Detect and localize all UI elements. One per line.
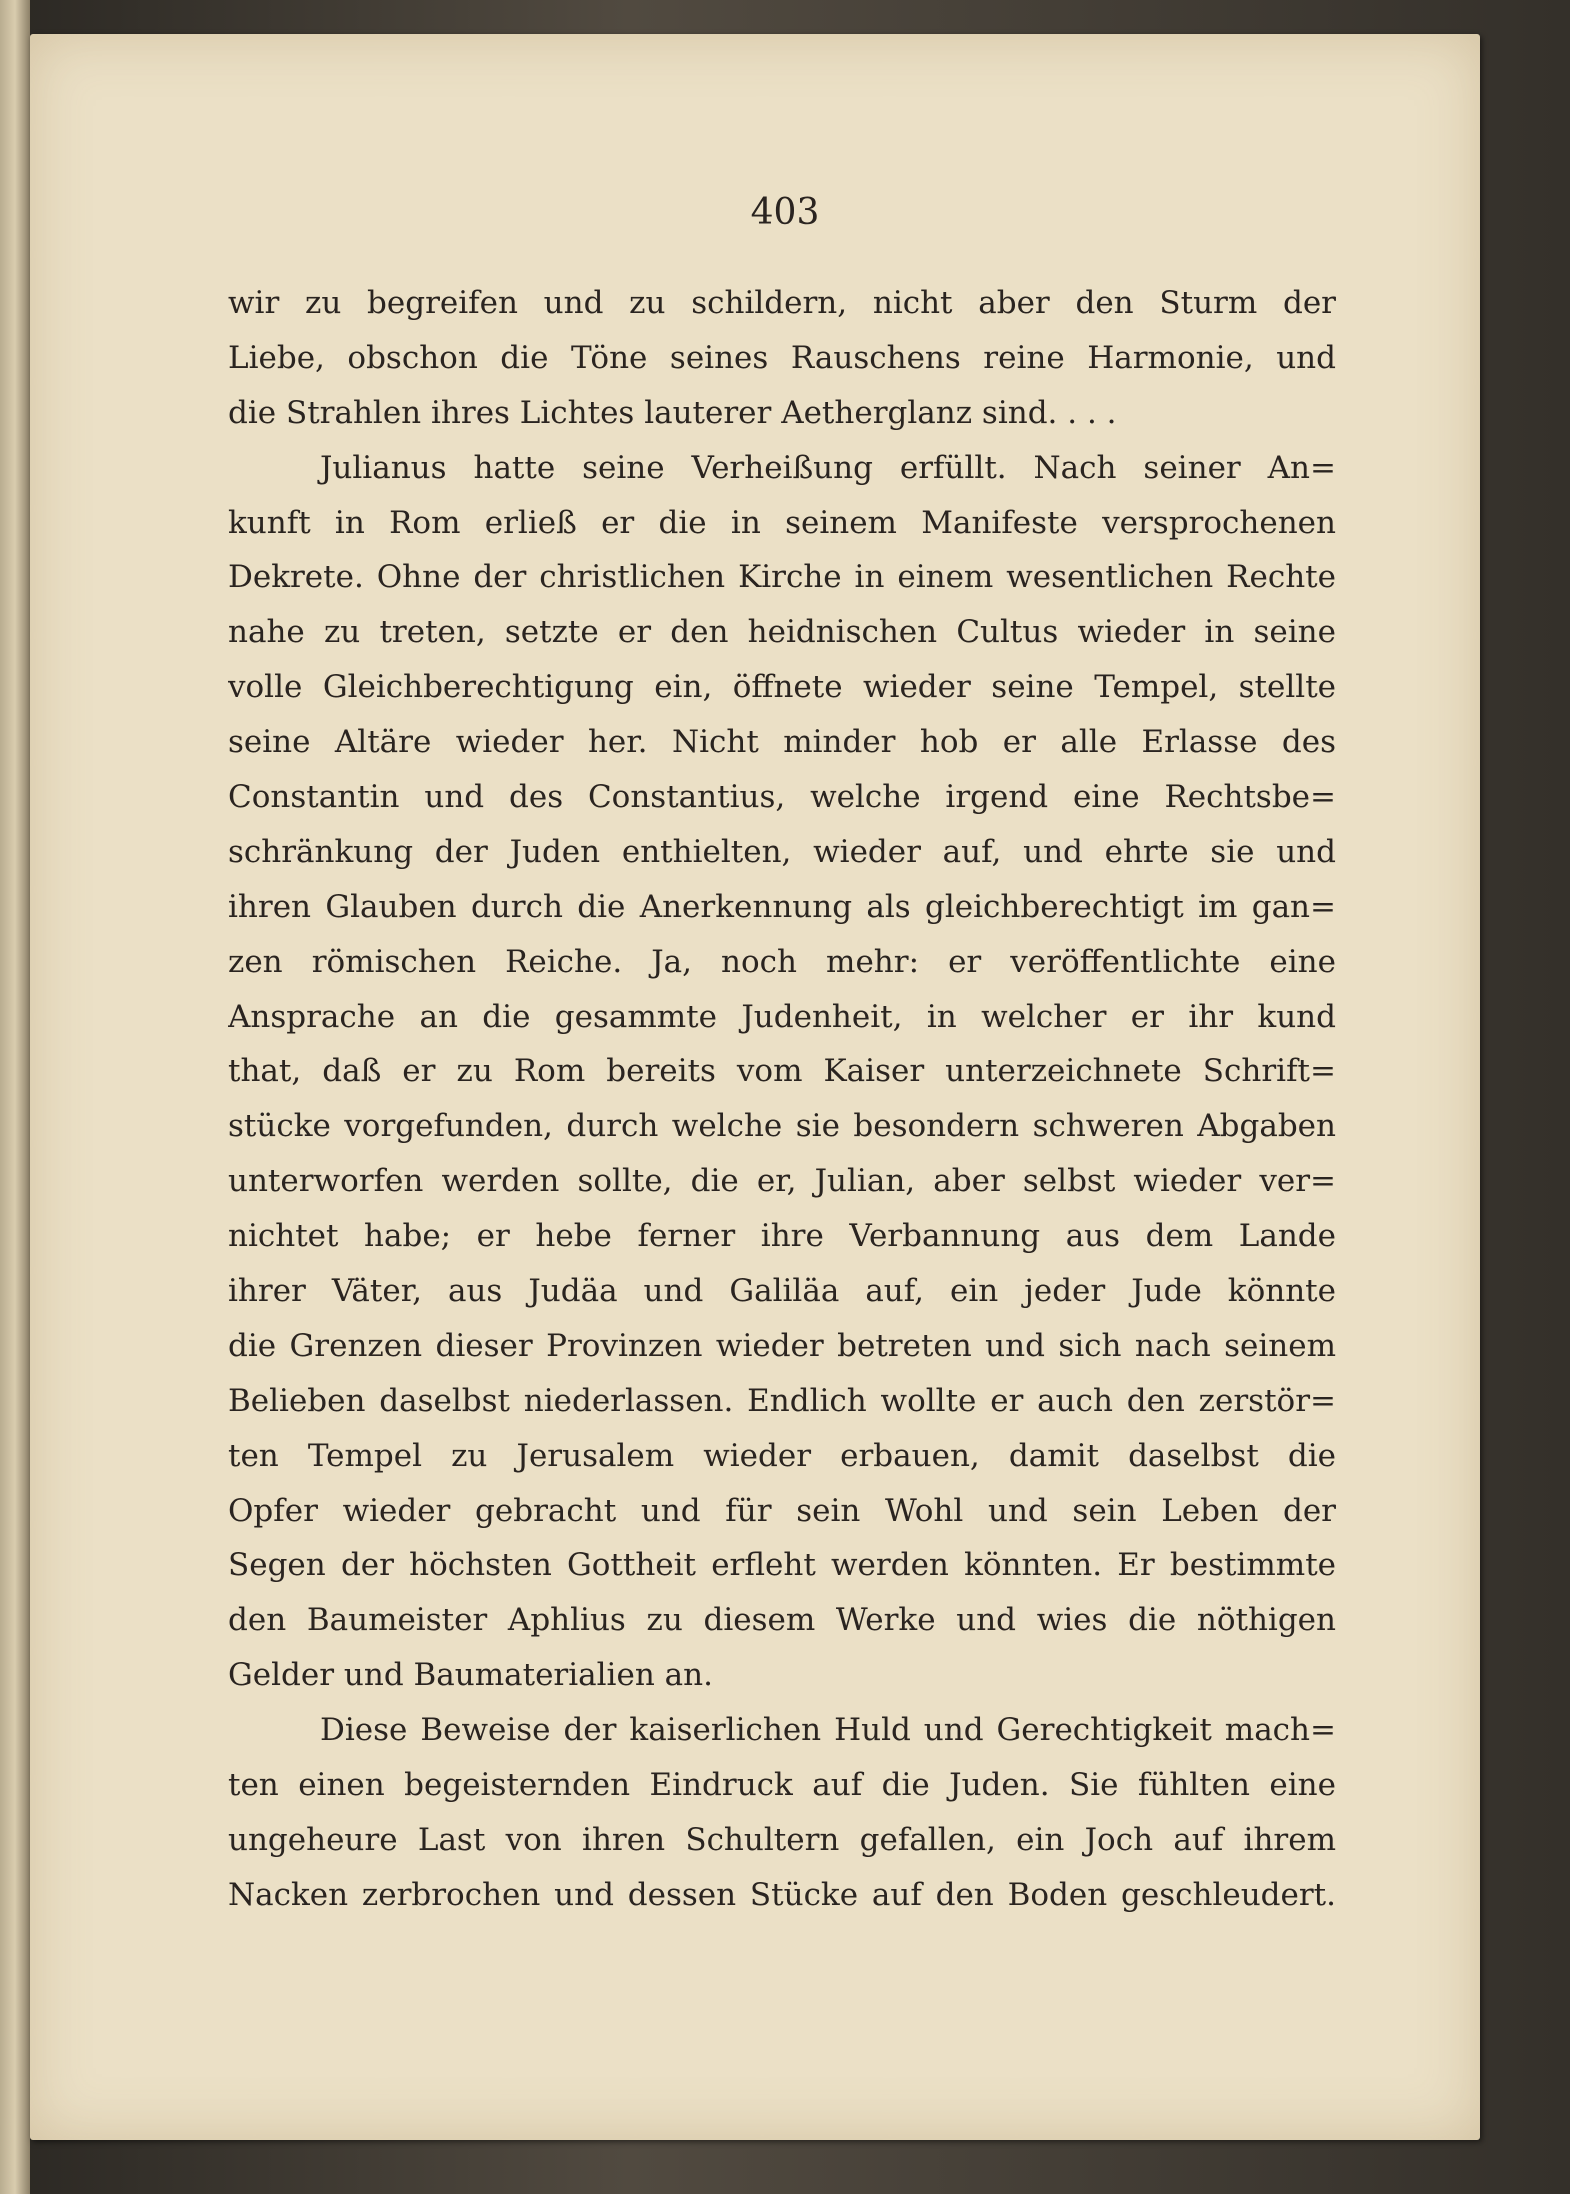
text-line: schränkung der Juden enthielten, wieder auf, und ehrte sie und: [228, 833, 1336, 870]
text-line: seine Altäre wieder her. Nicht minder hob er alle Erlasse des: [228, 724, 1336, 761]
text-line: ten Tempel zu Jerusalem wieder erbauen, damit daselbst die: [228, 1437, 1336, 1474]
text-line: kunft in Rom erließ er die in seinem Manifeste versprochenen: [228, 504, 1336, 541]
text-line: unterworfen werden sollte, die er, Julian, aber selbst wieder ver=: [228, 1163, 1336, 1200]
text-line: ihrer Väter, aus Judäa und Galiläa auf, ein jeder Jude könnte: [228, 1273, 1336, 1310]
text-line: die Grenzen dieser Provinzen wieder betreten und sich nach seinem: [228, 1327, 1336, 1364]
text-line: ten einen begeisternden Eindruck auf die Juden. Sie fühlten eine: [228, 1767, 1336, 1804]
text-line: that, daß er zu Rom bereits vom Kaiser unterzeichnete Schrift=: [228, 1053, 1336, 1090]
text-line: Julianus hatte seine Verheißung erfüllt. Nach seiner An=: [320, 449, 1336, 486]
text-line: Ansprache an die gesammte Judenheit, in welcher er ihr kund: [228, 998, 1336, 1035]
text-line: Dekrete. Ohne der christlichen Kirche in einem wesentlichen Rechte: [228, 559, 1336, 596]
text-line: stücke vorgefunden, durch welche sie besondern schweren Abgaben: [228, 1108, 1336, 1145]
text-line: volle Gleichberechtigung ein, öffnete wieder seine Tempel, stellte: [228, 669, 1336, 706]
text-line: Segen der höchsten Gottheit erfleht werden könnten. Er bestimmte: [228, 1547, 1336, 1584]
text-line: nahe zu treten, setzte er den heidnischen Cultus wieder in seine: [228, 614, 1336, 651]
facing-page-edge: [0, 0, 30, 2194]
text-line: Constantin und des Constantius, welche irgend eine Rechtsbe=: [228, 779, 1336, 816]
text-line: zen römischen Reiche. Ja, noch mehr: er veröffentlichte eine: [228, 943, 1336, 980]
text-line: Belieben daselbst niederlassen. Endlich wollte er auch den zerstör=: [228, 1382, 1336, 1419]
text-line: Gelder und Baumaterialien an.: [228, 1657, 713, 1694]
text-line: Opfer wieder gebracht und für sein Wohl und sein Leben der: [228, 1492, 1336, 1529]
text-line: ungeheure Last von ihren Schultern gefallen, ein Joch auf ihrem: [228, 1821, 1336, 1858]
text-line: wir zu begreifen und zu schildern, nicht aber den Sturm der: [228, 285, 1336, 321]
text-line: die Strahlen ihres Lichtes lauterer Aetherglanz sind. . . .: [228, 394, 1117, 431]
text-line: ihren Glauben durch die Anerkennung als gleichberechtigt im gan=: [228, 888, 1336, 925]
text-line: Diese Beweise der kaiserlichen Huld und Gerechtigkeit mach=: [320, 1712, 1336, 1749]
body-text: [228, 276, 1336, 1923]
page-number: 403: [750, 192, 820, 233]
text-line: Nacken zerbrochen und dessen Stücke auf den Boden geschleudert.: [228, 1876, 1336, 1913]
text-line: nichtet habe; er hebe ferner ihre Verbannung aus dem Lande: [228, 1218, 1336, 1255]
text-line: Liebe, obschon die Töne seines Rauschens reine Harmonie, und: [228, 339, 1336, 376]
text-line: den Baumeister Aphlius zu diesem Werke und wies die nöthigen: [228, 1602, 1336, 1639]
